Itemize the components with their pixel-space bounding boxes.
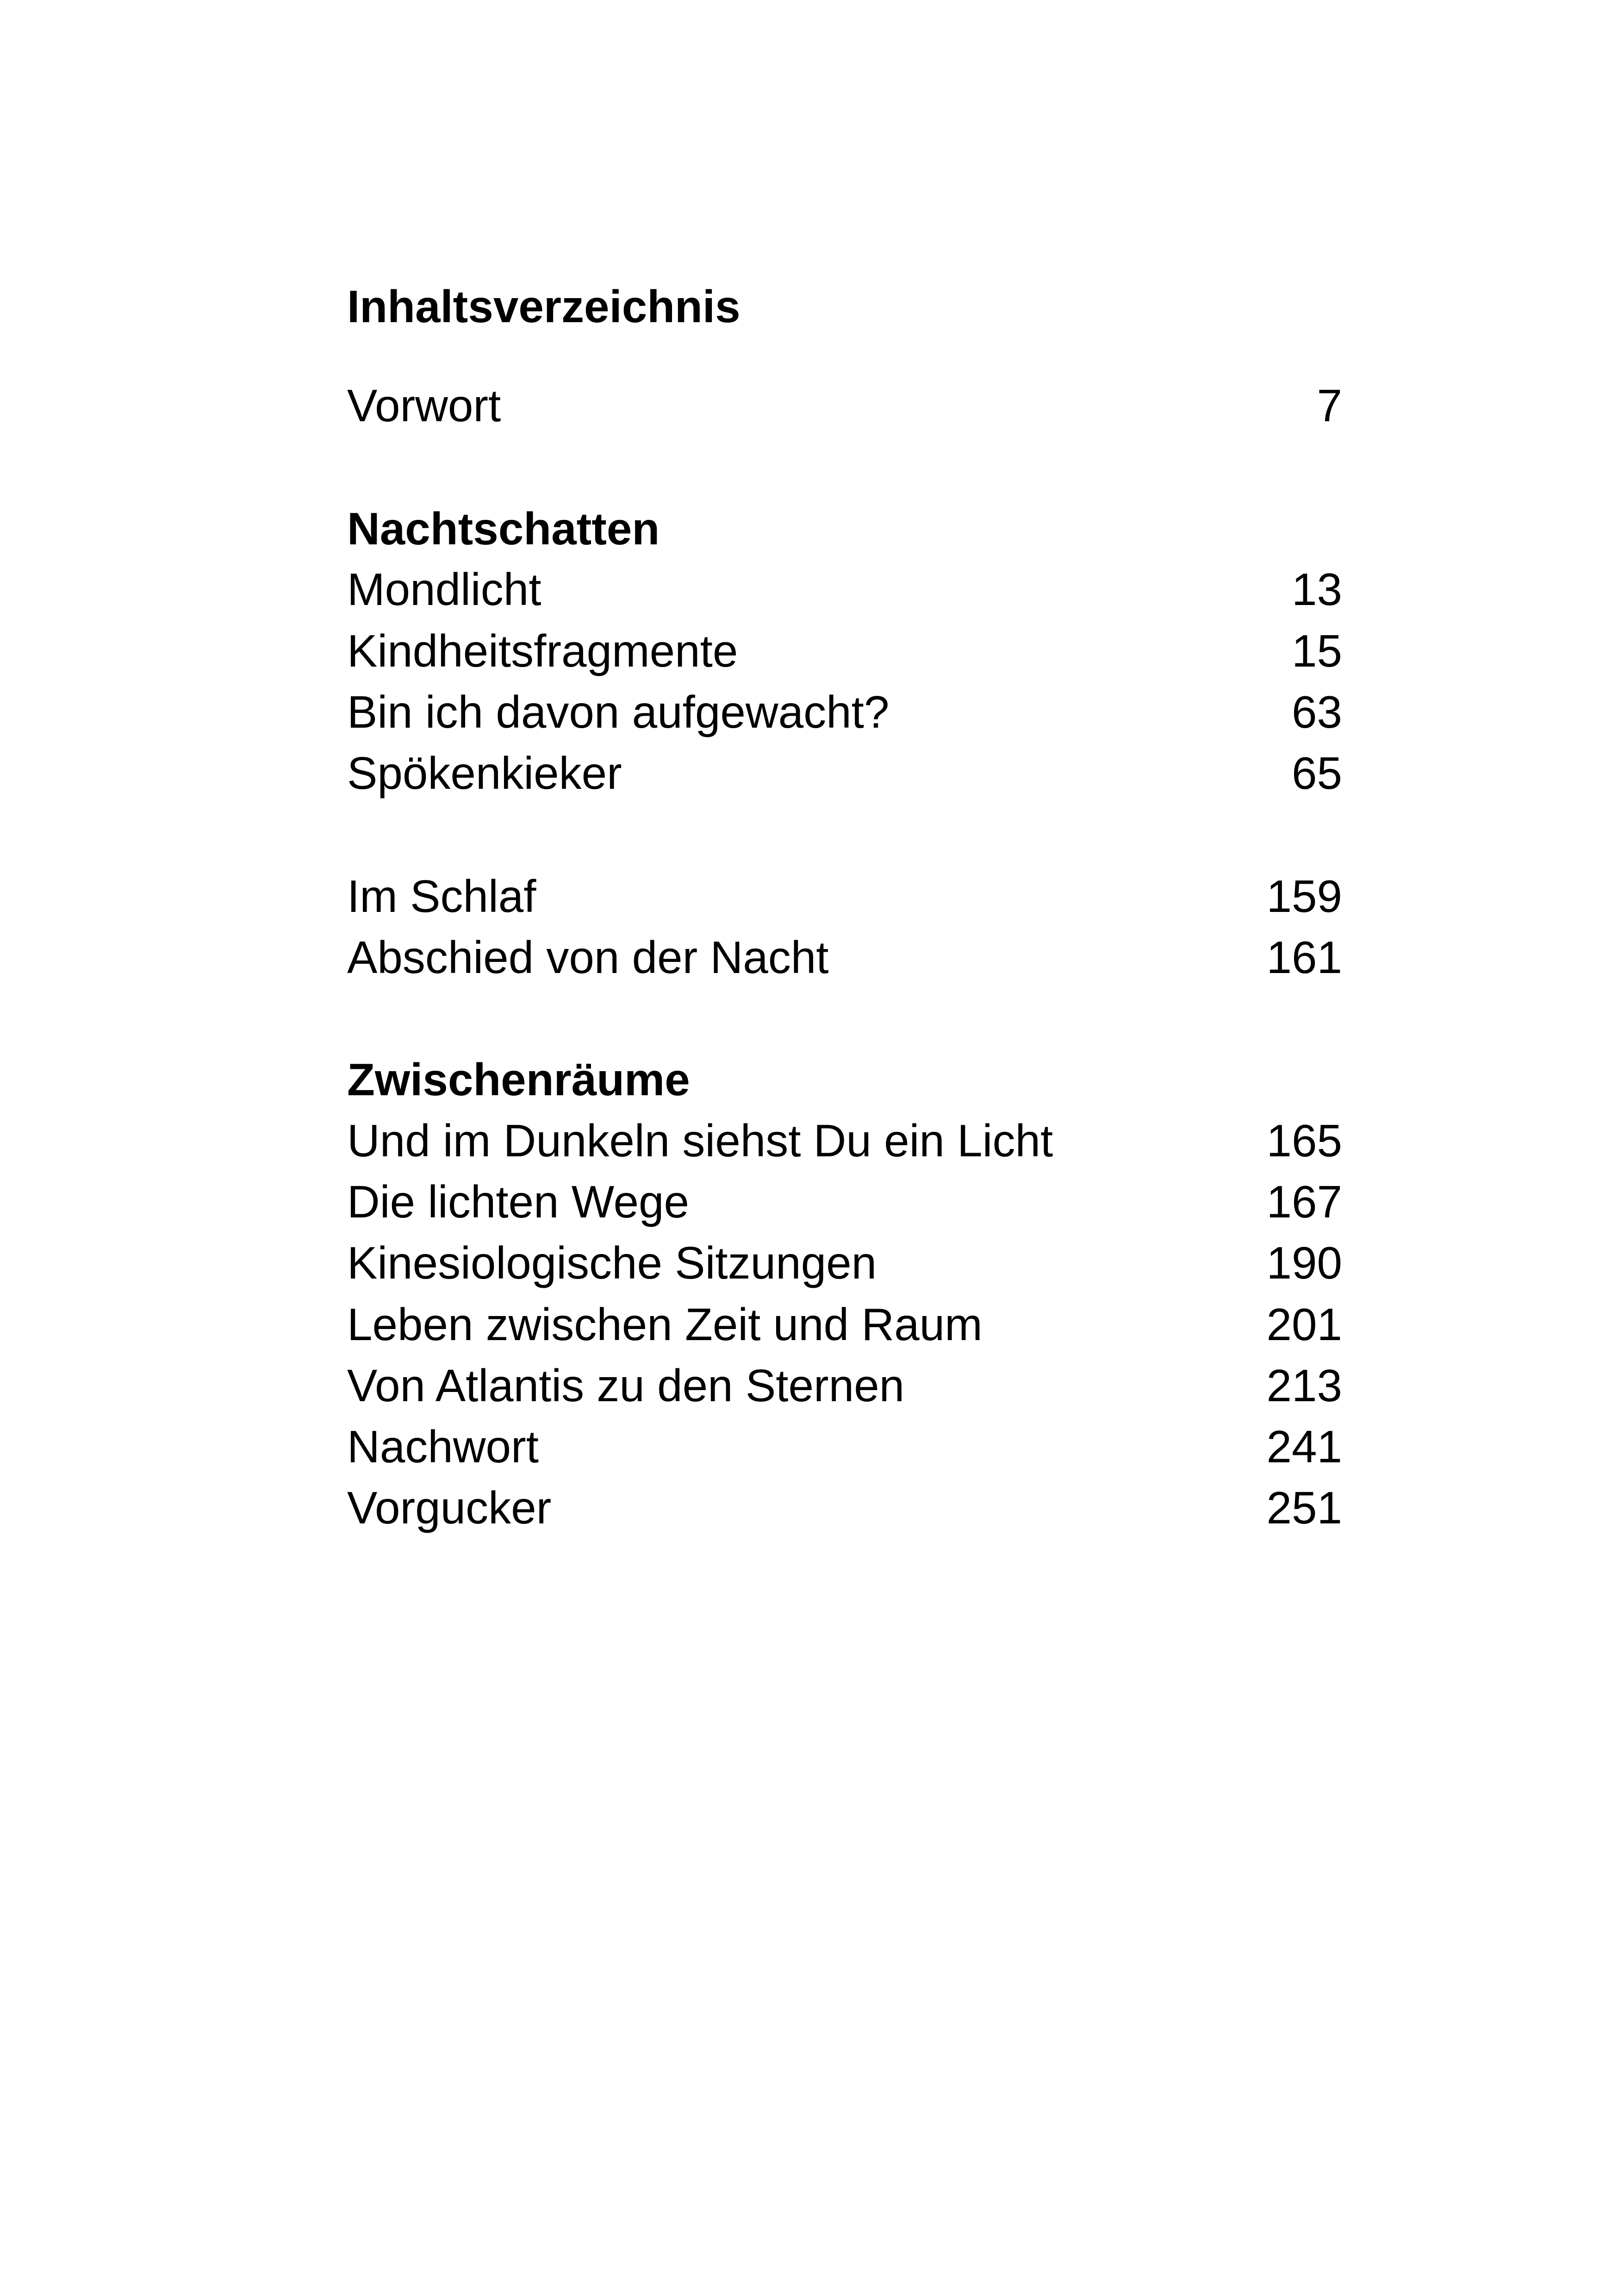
entry-page-number: 159 — [1266, 871, 1342, 922]
toc-entry — [347, 742, 1342, 804]
entry-page-number: 251 — [1266, 1482, 1342, 1533]
entry-page-number: 213 — [1266, 1360, 1342, 1411]
entry-label: Kinesiologische Sitzungen — [347, 1237, 877, 1288]
toc-entry — [347, 1355, 1342, 1416]
toc-entry — [347, 1110, 1342, 1171]
entry-label: Vorwort — [347, 380, 501, 431]
entry-label: Die lichten Wege — [347, 1176, 690, 1227]
entry-page-number: 15 — [1291, 625, 1342, 676]
toc-entry — [347, 1232, 1342, 1293]
entry-page-number: 241 — [1266, 1421, 1342, 1472]
toc-entry — [347, 927, 1342, 988]
toc-entry — [347, 559, 1342, 620]
toc-title: Inhaltsverzeichnis — [347, 281, 741, 332]
toc-entry — [347, 1416, 1342, 1477]
entry-label: Abschied von der Nacht — [347, 932, 829, 983]
toc-entry — [347, 1171, 1342, 1232]
section-heading-zwischenraeume: Zwischenräume — [347, 1054, 690, 1105]
toc-entry — [347, 1294, 1342, 1355]
entry-label: Leben zwischen Zeit und Raum — [347, 1299, 983, 1350]
entry-page-number: 65 — [1291, 748, 1342, 799]
entry-page-number: 7 — [1317, 380, 1342, 431]
entry-label: Und im Dunkeln siehst Du ein Licht — [347, 1115, 1053, 1166]
entry-label: Bin ich davon aufgewacht? — [347, 686, 890, 737]
entry-label: Vorgucker — [347, 1482, 552, 1533]
entry-page-number: 165 — [1266, 1115, 1342, 1166]
toc-entry — [347, 866, 1342, 927]
entry-page-number: 201 — [1266, 1299, 1342, 1350]
entry-label: Im Schlaf — [347, 871, 536, 922]
toc-entry — [347, 620, 1342, 681]
entry-page-number: 167 — [1266, 1176, 1342, 1227]
entry-label: Von Atlantis zu den Sternen — [347, 1360, 905, 1411]
entry-label: Nachwort — [347, 1421, 539, 1472]
toc-entry-preface — [347, 375, 1342, 436]
entry-label: Kindheitsfragmente — [347, 625, 738, 676]
toc-entry — [347, 1477, 1342, 1538]
entry-label: Mondlicht — [347, 564, 541, 615]
entry-page-number: 190 — [1266, 1237, 1342, 1288]
entry-page-number: 161 — [1266, 932, 1342, 983]
entry-label: Spökenkieker — [347, 748, 622, 799]
toc-entry — [347, 681, 1342, 742]
section-heading-nachtschatten: Nachtschatten — [347, 503, 660, 554]
entry-page-number: 63 — [1291, 686, 1342, 737]
table-of-contents — [347, 0, 1342, 2296]
entry-page-number: 13 — [1291, 564, 1342, 615]
